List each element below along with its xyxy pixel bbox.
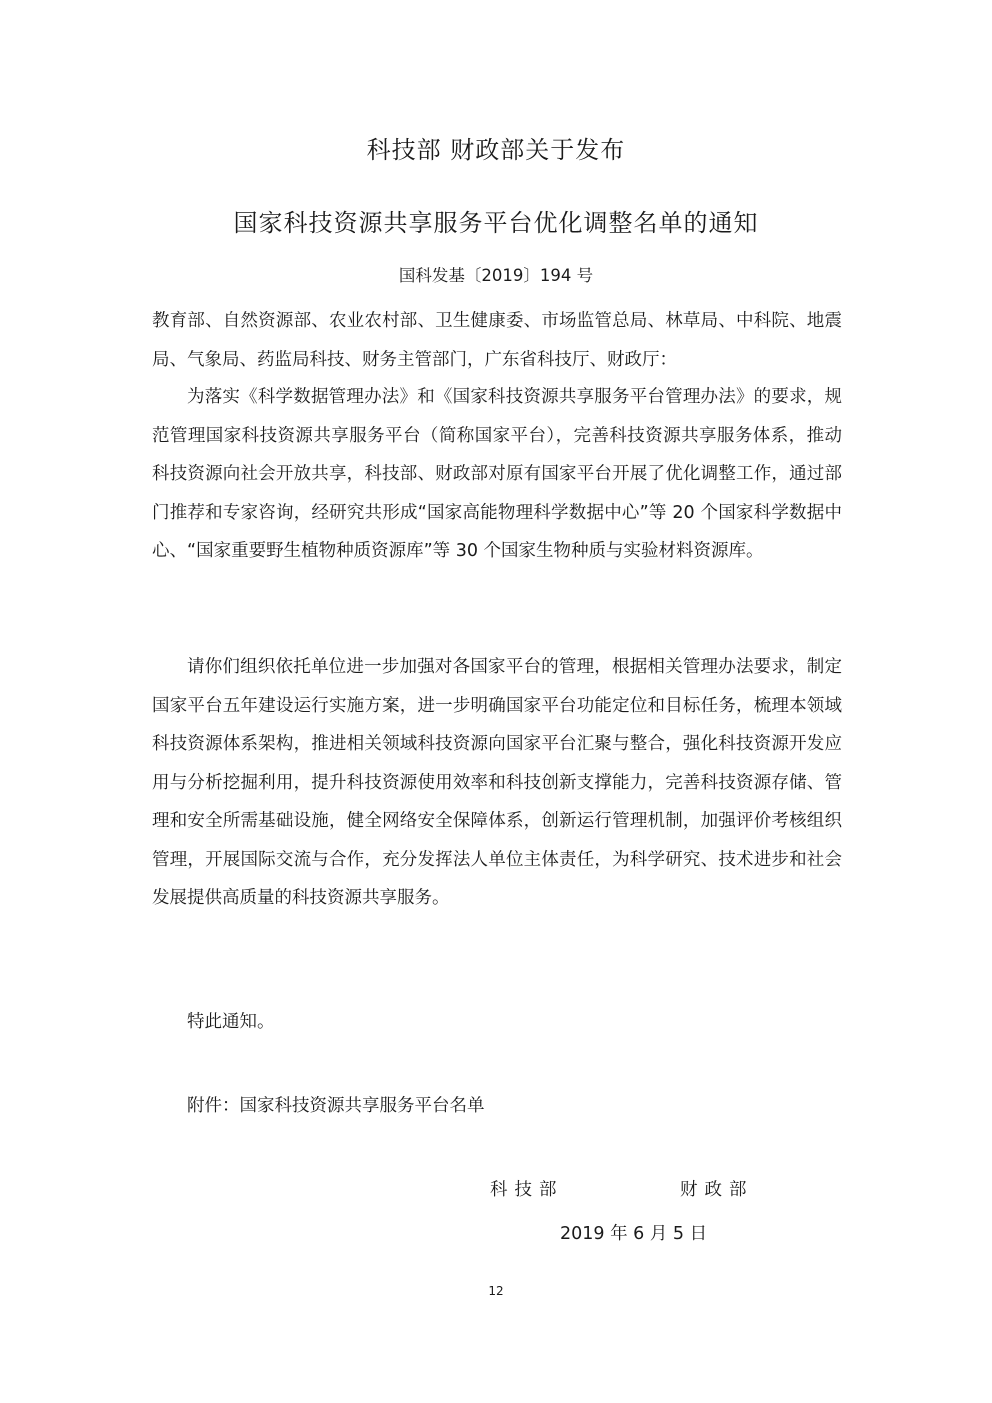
document-title-line-1: 科技部 财政部关于发布 [366, 136, 626, 164]
signature-ministry-of-science: 科技部 [490, 1180, 564, 1200]
document-number: 国科发基〔2019〕194 号 [398, 266, 594, 285]
issue-date: 2019 年 6 月 5 日 [560, 1224, 708, 1244]
body-paragraph-1: 为落实《科学数据管理办法》和《国家科技资源共享服务平台管理办法》的要求，规范管理国家科技资源共享服务平台（简称国家平台），完善科技资源共享服务体系，推动科技资源向社会开放共享，科技部、财政部对原有国家平台开展了优化调整工作，通过部门推荐和专家咨询，经研究共形成“国家高能物理科学数据中心”等 20 个国家科学数据中心、“国家重要野生植物种质资源库”等 30 个国家生物种质与实验材料资源库。 [152, 387, 842, 561]
addressee: 教育部、自然资源部、农业农村部、卫生健康委、市场监管总局、林草局、中科院、地震局、气象局、药监局科技、财务主管部门，广东省科技厅、财政厅： [152, 311, 842, 370]
page-number: 12 [488, 1284, 504, 1298]
body-paragraph-2: 请你们组织依托单位进一步加强对各国家平台的管理，根据相关管理办法要求，制定国家平台五年建设运行实施方案，进一步明确国家平台功能定位和目标任务，梳理本领域科技资源体系架构，推进相关领域科技资源向国家平台汇聚与整合，强化科技资源开发应用与分析挖掘利用，提升科技资源使用效率和科技创新支撑能力，完善科技资源存储、管理和安全所需基础设施，健全网络安全保障体系，创新运行管理机制，加强评价考核组织管理，开展国际交流与合作，充分发挥法人单位主体责任，为科学研究、技术进步和社会发展提供高质量的科技资源共享服务。 [152, 657, 842, 908]
closing-remark: 特此通知。 [187, 1012, 275, 1032]
attachment-line: 附件：国家科技资源共享服务平台名单 [187, 1096, 485, 1116]
signature-ministry-of-finance: 财政部 [680, 1180, 754, 1200]
document-title-line-2: 国家科技资源共享服务平台优化调整名单的通知 [233, 209, 759, 237]
